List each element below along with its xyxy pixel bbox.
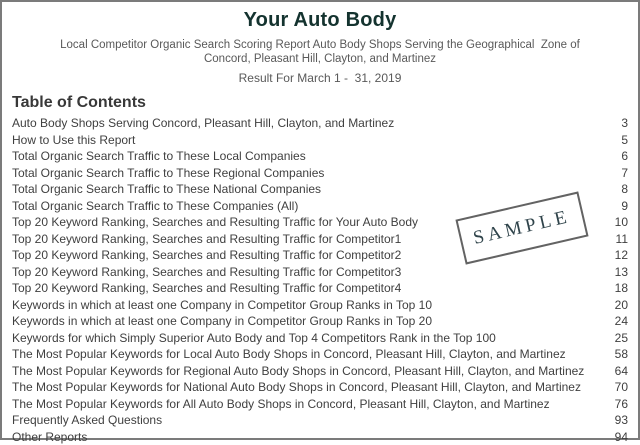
toc-entry-label: Frequently Asked Questions bbox=[12, 412, 162, 429]
toc-entry bbox=[12, 247, 628, 264]
toc-entry-label: The Most Popular Keywords for Regional Auto Body Shops in Concord, Pleasant Hill, Clayton, and Martinez bbox=[12, 363, 584, 380]
report-subtitle-line-2: Concord, Pleasant Hill, Clayton, and Martinez bbox=[2, 53, 638, 67]
toc-entry-page-number: 5 bbox=[613, 132, 628, 149]
toc-entry-label: Top 20 Keyword Ranking, Searches and Resulting Traffic for Competitor1 bbox=[12, 231, 401, 248]
toc-entry bbox=[12, 181, 628, 198]
toc-entry-page-number: 9 bbox=[613, 198, 628, 215]
toc-entry bbox=[12, 346, 628, 363]
toc-entry-page-number: 3 bbox=[613, 115, 628, 132]
toc-entry bbox=[12, 132, 628, 149]
toc-entry-label: The Most Popular Keywords for All Auto Body Shops in Concord, Pleasant Hill, Clayton, and Martinez bbox=[12, 396, 550, 413]
toc-entry-label: Total Organic Search Traffic to These National Companies bbox=[12, 181, 321, 198]
toc-entry-label: Top 20 Keyword Ranking, Searches and Resulting Traffic for Competitor3 bbox=[12, 264, 401, 281]
toc-entry bbox=[12, 429, 628, 445]
toc-entry-page-number: 25 bbox=[607, 330, 628, 347]
toc-entry-page-number: 7 bbox=[613, 165, 628, 182]
toc-entry-page-number: 18 bbox=[607, 280, 628, 297]
toc-entry-page-number: 11 bbox=[608, 231, 628, 248]
toc-entry-label: Top 20 Keyword Ranking, Searches and Resulting Traffic for Competitor2 bbox=[12, 247, 401, 264]
toc-entry-label: Keywords for which Simply Superior Auto Body and Top 4 Competitors Rank in the Top 100 bbox=[12, 330, 496, 347]
toc-entry bbox=[12, 264, 628, 281]
report-date-range: Result For March 1 - 31, 2019 bbox=[2, 71, 638, 85]
toc-entry-label: Top 20 Keyword Ranking, Searches and Resulting Traffic for Competitor4 bbox=[12, 280, 401, 297]
toc-entry-label: How to Use this Report bbox=[12, 132, 135, 149]
toc-entry-page-number: 8 bbox=[613, 181, 628, 198]
toc-entry bbox=[12, 148, 628, 165]
toc-entry-page-number: 6 bbox=[613, 148, 628, 165]
toc-entry-label: Total Organic Search Traffic to These Local Companies bbox=[12, 148, 306, 165]
report-subtitle-line-1: Local Competitor Organic Search Scoring Report Auto Body Shops Serving the Geographical Zone of bbox=[2, 39, 638, 53]
toc-list bbox=[2, 115, 638, 445]
toc-entry-label: Total Organic Search Traffic to These Regional Companies bbox=[12, 165, 324, 182]
toc-entry bbox=[12, 363, 628, 380]
toc-entry-page-number: 70 bbox=[607, 379, 628, 396]
toc-entry-label: Top 20 Keyword Ranking, Searches and Resulting Traffic for Your Auto Body bbox=[12, 214, 418, 231]
toc-entry-page-number: 10 bbox=[607, 214, 628, 231]
toc-entry bbox=[12, 165, 628, 182]
toc-entry-label: Total Organic Search Traffic to These Companies (All) bbox=[12, 198, 298, 215]
toc-entry bbox=[12, 379, 628, 396]
toc-entry-page-number: 64 bbox=[607, 363, 628, 380]
toc-entry bbox=[12, 396, 628, 413]
toc-entry-page-number: 58 bbox=[607, 346, 628, 363]
toc-entry-label: The Most Popular Keywords for National Auto Body Shops in Concord, Pleasant Hill, Clayton, and Martinez bbox=[12, 379, 581, 396]
report-title: Your Auto Body bbox=[2, 9, 638, 32]
toc-entry bbox=[12, 412, 628, 429]
toc-entry-label: The Most Popular Keywords for Local Auto Body Shops in Concord, Pleasant Hill, Clayton, and Martinez bbox=[12, 346, 566, 363]
toc-entry bbox=[12, 313, 628, 330]
toc-entry-label: Keywords in which at least one Company in Competitor Group Ranks in Top 20 bbox=[12, 313, 432, 330]
toc-entry-label: Keywords in which at least one Company in Competitor Group Ranks in Top 10 bbox=[12, 297, 432, 314]
toc-entry-page-number: 93 bbox=[607, 412, 628, 429]
toc-entry-page-number: 20 bbox=[607, 297, 628, 314]
toc-entry-page-number: 13 bbox=[607, 264, 628, 281]
sample-stamp: SAMPLE bbox=[455, 191, 588, 264]
toc-entry-label: Other Reports bbox=[12, 429, 87, 445]
toc-entry-page-number: 12 bbox=[607, 247, 628, 264]
report-header bbox=[2, 9, 638, 85]
toc-entry bbox=[12, 330, 628, 347]
toc-entry bbox=[12, 297, 628, 314]
toc-heading: Table of Contents bbox=[2, 94, 638, 112]
toc-entry bbox=[12, 115, 628, 132]
toc-entry-page-number: 76 bbox=[607, 396, 628, 413]
toc-entry bbox=[12, 280, 628, 297]
toc-entry-page-number: 94 bbox=[607, 429, 628, 445]
toc-entry-label: Auto Body Shops Serving Concord, Pleasant Hill, Clayton, and Martinez bbox=[12, 115, 394, 132]
toc-entry-page-number: 24 bbox=[607, 313, 628, 330]
